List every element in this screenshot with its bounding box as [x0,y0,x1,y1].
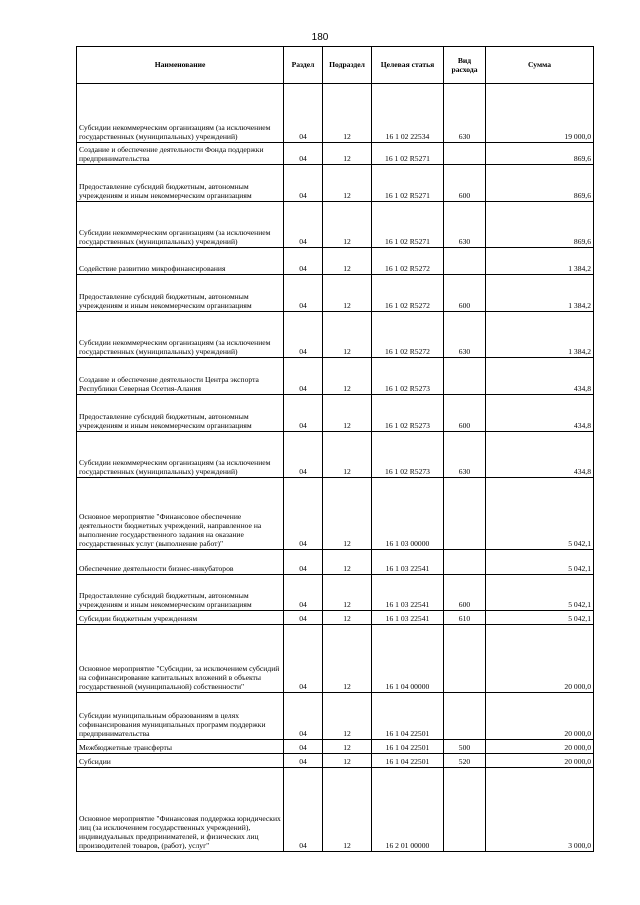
cell-name: Межбюджетные трансферты [77,740,284,754]
cell-amount: 869,6 [486,165,594,202]
cell-name: Субсидии некоммерческим организациям (за исключением государственных (муниципальных) учреждений) [77,432,284,478]
cell-section: 04 [284,625,323,693]
cell-amount: 5 042,1 [486,575,594,611]
cell-name: Субсидии бюджетным учреждениям [77,611,284,625]
table-row [77,358,594,395]
cell-type [444,358,486,395]
cell-target: 16 1 04 22501 [372,754,444,768]
table-row [77,550,594,575]
budget-table [76,46,594,852]
table-row [77,575,594,611]
cell-section: 04 [284,693,323,740]
cell-target: 16 1 02 R5272 [372,248,444,275]
cell-name: Субсидии некоммерческим организациям (за исключением государственных (муниципальных) учреждений) [77,312,284,358]
cell-type: 630 [444,312,486,358]
cell-amount: 20 000,0 [486,754,594,768]
cell-type: 600 [444,275,486,312]
cell-amount: 869,6 [486,143,594,165]
cell-name: Создание и обеспечение деятельности Фонда поддержки предпринимательства [77,143,284,165]
cell-amount: 1 384,2 [486,312,594,358]
cell-amount: 1 384,2 [486,275,594,312]
cell-subsection: 12 [323,84,372,143]
cell-subsection: 12 [323,575,372,611]
cell-subsection: 12 [323,202,372,248]
cell-target: 16 1 04 00000 [372,625,444,693]
cell-target: 16 1 02 R5273 [372,395,444,432]
table-row [77,754,594,768]
header-subsection: Подраздел [323,47,372,84]
cell-type [444,625,486,693]
table-row [77,625,594,693]
cell-section: 04 [284,275,323,312]
header-target: Целевая статья [372,47,444,84]
cell-subsection: 12 [323,693,372,740]
cell-amount: 5 042,1 [486,550,594,575]
cell-section: 04 [284,248,323,275]
cell-name: Основное мероприятие "Финансовое обеспечение деятельности бюджетных учреждений, направленное на выполнение государственного задания на оказание государственных услуг (выполнение работ)" [77,478,284,550]
header-name: Наименование [77,47,284,84]
cell-name: Субсидии некоммерческим организациям (за исключением государственных (муниципальных) учреждений) [77,202,284,248]
cell-subsection: 12 [323,768,372,852]
header-amount: Сумма [486,47,594,84]
cell-target: 16 1 02 R5273 [372,432,444,478]
header-section: Раздел [284,47,323,84]
table-row [77,611,594,625]
table-row [77,432,594,478]
table-row [77,478,594,550]
table-header-row [77,47,594,84]
cell-type: 630 [444,202,486,248]
cell-subsection: 12 [323,358,372,395]
cell-target: 16 1 02 22534 [372,84,444,143]
cell-section: 04 [284,478,323,550]
cell-subsection: 12 [323,550,372,575]
table-row [77,312,594,358]
header-type: Вид расхода [444,47,486,84]
cell-target: 16 1 03 22541 [372,611,444,625]
cell-section: 04 [284,754,323,768]
cell-section: 04 [284,202,323,248]
cell-subsection: 12 [323,432,372,478]
cell-amount: 3 000,0 [486,768,594,852]
cell-section: 04 [284,740,323,754]
table-row [77,395,594,432]
cell-amount: 869,6 [486,202,594,248]
cell-subsection: 12 [323,625,372,693]
table-row [77,768,594,852]
cell-type: 520 [444,754,486,768]
cell-name: Основное мероприятие "Финансовая поддержка юридических лиц (за исключением государственных учреждений), индивидуальных предпринимателей, и физических лиц производителей товаров, (работ), услуг" [77,768,284,852]
cell-section: 04 [284,575,323,611]
cell-target: 16 2 01 00000 [372,768,444,852]
cell-subsection: 12 [323,275,372,312]
cell-type [444,693,486,740]
cell-subsection: 12 [323,143,372,165]
table-row [77,275,594,312]
cell-target: 16 1 04 22501 [372,693,444,740]
cell-subsection: 12 [323,754,372,768]
cell-target: 16 1 02 R5271 [372,165,444,202]
cell-section: 04 [284,165,323,202]
cell-target: 16 1 02 R5271 [372,143,444,165]
cell-name: Субсидии некоммерческим организациям (за исключением государственных (муниципальных) учреждений) [77,84,284,143]
cell-subsection: 12 [323,611,372,625]
cell-type [444,768,486,852]
cell-target: 16 1 04 22501 [372,740,444,754]
cell-type [444,478,486,550]
cell-name: Содействие развитию микрофинансирования [77,248,284,275]
cell-target: 16 1 03 00000 [372,478,444,550]
cell-name: Предоставление субсидий бюджетным, автономным учреждениям и иным некоммерческим организациям [77,575,284,611]
cell-amount: 434,8 [486,358,594,395]
cell-type: 630 [444,432,486,478]
cell-amount: 20 000,0 [486,625,594,693]
table-body [77,84,594,852]
cell-amount: 5 042,1 [486,611,594,625]
cell-section: 04 [284,432,323,478]
cell-amount: 20 000,0 [486,693,594,740]
cell-subsection: 12 [323,312,372,358]
cell-amount: 20 000,0 [486,740,594,754]
table-row [77,202,594,248]
cell-target: 16 1 02 R5273 [372,358,444,395]
cell-type [444,143,486,165]
cell-type: 600 [444,165,486,202]
cell-subsection: 12 [323,165,372,202]
cell-type [444,550,486,575]
cell-section: 04 [284,611,323,625]
table-row [77,143,594,165]
cell-section: 04 [284,550,323,575]
cell-subsection: 12 [323,740,372,754]
cell-section: 04 [284,768,323,852]
cell-section: 04 [284,143,323,165]
cell-subsection: 12 [323,395,372,432]
cell-type: 630 [444,84,486,143]
cell-section: 04 [284,84,323,143]
cell-name: Основное мероприятие "Субсидии, за исключением субсидий на софинансирование капитальных вложений в объекты государственной (муниципальной) собственности" [77,625,284,693]
cell-type: 500 [444,740,486,754]
cell-target: 16 1 03 22541 [372,575,444,611]
cell-amount: 434,8 [486,432,594,478]
cell-target: 16 1 02 R5272 [372,312,444,358]
cell-name: Субсидии муниципальным образованиям в целях софинансирования муниципальных программ поддержки предпринимательства [77,693,284,740]
cell-target: 16 1 02 R5271 [372,202,444,248]
cell-amount: 5 042,1 [486,478,594,550]
cell-name: Обеспечение деятельности бизнес-инкубаторов [77,550,284,575]
cell-target: 16 1 02 R5272 [372,275,444,312]
cell-amount: 1 384,2 [486,248,594,275]
cell-name: Предоставление субсидий бюджетным, автономным учреждениям и иным некоммерческим организациям [77,165,284,202]
cell-target: 16 1 03 22541 [372,550,444,575]
cell-section: 04 [284,395,323,432]
cell-section: 04 [284,358,323,395]
cell-type [444,248,486,275]
cell-subsection: 12 [323,478,372,550]
table-row [77,740,594,754]
cell-section: 04 [284,312,323,358]
cell-name: Создание и обеспечение деятельности Центра экспорта Республики Северная Осетия-Алания [77,358,284,395]
table-row [77,248,594,275]
page-number: 180 [311,32,329,43]
table-row [77,165,594,202]
cell-subsection: 12 [323,248,372,275]
cell-type: 600 [444,395,486,432]
cell-name: Субсидии [77,754,284,768]
table-row [77,693,594,740]
cell-name: Предоставление субсидий бюджетным, автономным учреждениям и иным некоммерческим организациям [77,275,284,312]
table-row [77,84,594,143]
cell-type: 600 [444,575,486,611]
cell-amount: 19 000,0 [486,84,594,143]
cell-amount: 434,8 [486,395,594,432]
cell-name: Предоставление субсидий бюджетным, автономным учреждениям и иным некоммерческим организациям [77,395,284,432]
cell-type: 610 [444,611,486,625]
